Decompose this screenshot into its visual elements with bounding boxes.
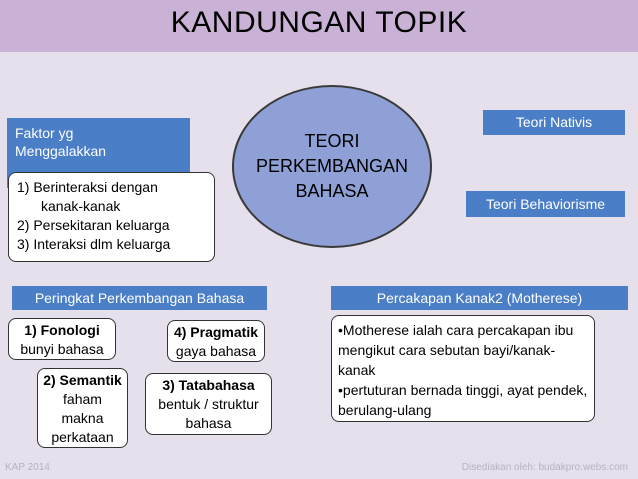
stage-heading: 3) Tatabahasa: [162, 377, 255, 393]
center-line-3: BAHASA: [295, 181, 369, 201]
factor-item: 3) Interaksi dlm keluarga: [17, 236, 171, 252]
slide-title: KANDUNGAN TOPIK: [170, 6, 468, 39]
stage-fonologi-box: [8, 318, 116, 360]
factor-heading-line2: Menggalakkan: [15, 143, 107, 159]
stage-text: makna: [61, 410, 104, 426]
stage-semantik-box: [37, 368, 128, 448]
factor-item: 2) Persekitaran keluarga: [17, 217, 170, 233]
footer-left: KAP 2014: [5, 462, 50, 473]
theory-behaviorisme-box: Teori Behaviorisme: [466, 191, 625, 217]
motherese-bullet: •pertuturan bernada tinggi, ayat pendek, berulang-ulang: [338, 382, 588, 418]
stage-heading: 4) Pragmatik: [173, 324, 259, 340]
peringkat-label-box: Peringkat Perkembangan Bahasa: [12, 286, 267, 310]
footer-right: Disediakan oleh: budakpro.webs.com: [461, 462, 628, 473]
center-line-2: PERKEMBANGAN: [255, 156, 409, 176]
percakapan-label-box: Percakapan Kanak2 (Motherese): [331, 286, 628, 310]
center-topic-ellipse: [232, 85, 432, 248]
stage-heading: 1) Fonologi: [24, 322, 100, 338]
stage-text: bentuk / struktur: [158, 396, 259, 412]
stage-text: bunyi bahasa: [20, 341, 104, 357]
stage-tatabahasa-box: [145, 373, 272, 435]
stage-text: bahasa: [185, 415, 232, 431]
stage-text: perkataan: [51, 429, 114, 445]
theory-nativis-box: Teori Nativis: [483, 110, 625, 135]
stage-text: gaya bahasa: [175, 343, 257, 359]
stage-pragmatik-box: [167, 320, 265, 362]
motherese-box: [331, 315, 595, 422]
center-line-1: TEORI: [304, 131, 360, 151]
stage-text: faham: [63, 391, 102, 407]
factor-item: kanak-kanak: [41, 198, 121, 214]
stage-heading: 2) Semantik: [43, 372, 122, 388]
factor-list-box: [8, 172, 215, 262]
factor-heading-line1: Faktor yg: [15, 125, 74, 141]
motherese-bullet: •Motherese ialah cara percakapan ibu mengikut cara sebutan bayi/kanak-kanak: [338, 322, 574, 378]
factor-item: 1) Berinteraksi dengan: [17, 179, 158, 195]
